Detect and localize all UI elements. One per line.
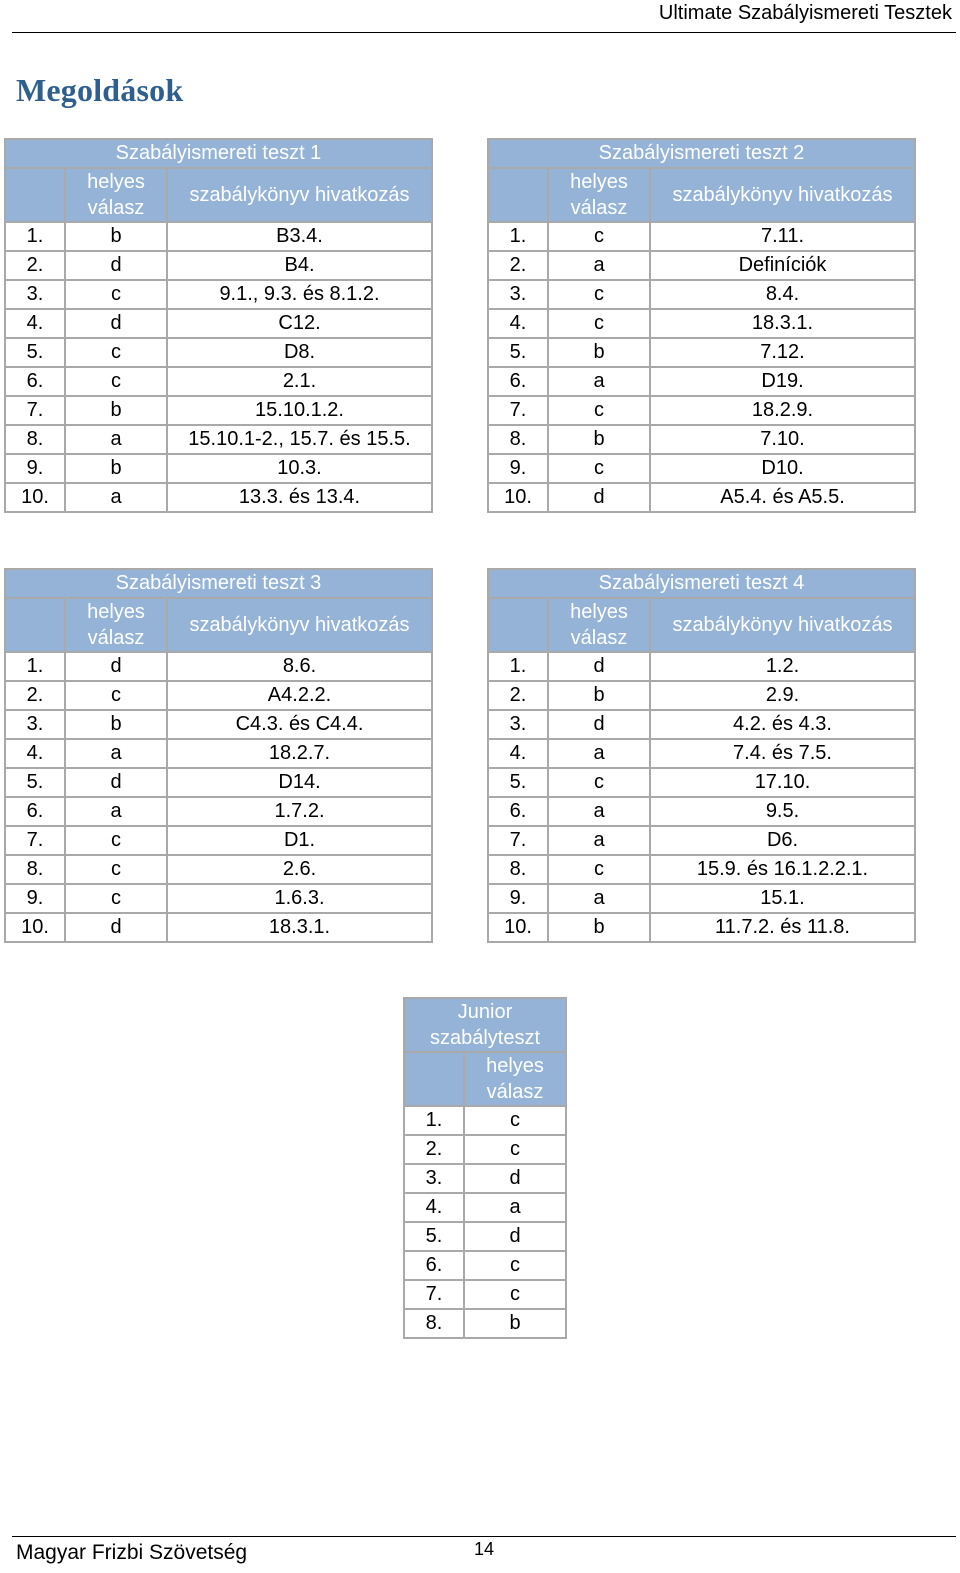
question-number: 6. xyxy=(5,367,65,396)
question-number: 6. xyxy=(5,797,65,826)
answer-cell: d xyxy=(548,652,650,681)
question-number: 7. xyxy=(5,826,65,855)
table-row xyxy=(5,826,432,855)
table-row xyxy=(5,855,432,884)
table-row xyxy=(488,483,915,512)
question-number: 9. xyxy=(488,454,548,483)
answer-cell: c xyxy=(65,884,167,913)
answer-column-header: helyes válasz xyxy=(548,598,650,652)
question-number: 6. xyxy=(404,1251,464,1280)
answer-cell: b xyxy=(65,396,167,425)
answer-cell: b xyxy=(464,1309,566,1338)
answer-cell: c xyxy=(548,855,650,884)
reference-cell: C4.3. és C4.4. xyxy=(167,710,432,739)
table-row xyxy=(488,251,915,280)
table-row xyxy=(488,454,915,483)
answer-cell: d xyxy=(464,1222,566,1251)
answer-cell: c xyxy=(548,280,650,309)
table-title: Szabályismereti teszt 1 xyxy=(5,139,432,168)
empty-header-cell xyxy=(488,168,548,222)
reference-cell: D19. xyxy=(650,367,915,396)
table-title: Szabályismereti teszt 4 xyxy=(488,569,915,598)
table-row xyxy=(404,1106,566,1135)
answer-cell: b xyxy=(548,338,650,367)
question-number: 1. xyxy=(5,652,65,681)
table-row xyxy=(488,768,915,797)
question-number: 1. xyxy=(488,222,548,251)
reference-cell: 7.11. xyxy=(650,222,915,251)
question-number: 6. xyxy=(488,367,548,396)
question-number: 4. xyxy=(404,1193,464,1222)
question-number: 10. xyxy=(5,913,65,942)
table-row xyxy=(5,251,432,280)
reference-cell: A5.4. és A5.5. xyxy=(650,483,915,512)
answer-cell: a xyxy=(464,1193,566,1222)
question-number: 10. xyxy=(488,913,548,942)
answer-cell: c xyxy=(65,681,167,710)
answer-table-test-4 xyxy=(487,568,916,943)
question-number: 7. xyxy=(488,826,548,855)
reference-cell: 1.7.2. xyxy=(167,797,432,826)
reference-cell: B3.4. xyxy=(167,222,432,251)
answer-cell: c xyxy=(548,222,650,251)
question-number: 8. xyxy=(404,1309,464,1338)
answer-cell: d xyxy=(65,913,167,942)
question-number: 5. xyxy=(5,768,65,797)
table-row xyxy=(488,396,915,425)
table-row xyxy=(5,913,432,942)
empty-header-cell xyxy=(5,598,65,652)
question-number: 3. xyxy=(404,1164,464,1193)
answer-cell: d xyxy=(65,652,167,681)
answer-cell: b xyxy=(548,425,650,454)
table-row xyxy=(5,652,432,681)
table-row xyxy=(488,739,915,768)
table-row xyxy=(488,797,915,826)
reference-column-header: szabálykönyv hivatkozás xyxy=(167,598,432,652)
reference-cell: 10.3. xyxy=(167,454,432,483)
question-number: 8. xyxy=(5,855,65,884)
table-row xyxy=(404,1309,566,1338)
question-number: 1. xyxy=(488,652,548,681)
question-number: 3. xyxy=(5,710,65,739)
reference-cell: 17.10. xyxy=(650,768,915,797)
reference-cell: 18.2.9. xyxy=(650,396,915,425)
question-number: 4. xyxy=(488,739,548,768)
reference-cell: 8.4. xyxy=(650,280,915,309)
question-number: 7. xyxy=(5,396,65,425)
question-number: 2. xyxy=(5,681,65,710)
reference-cell: D6. xyxy=(650,826,915,855)
reference-cell: 8.6. xyxy=(167,652,432,681)
question-number: 2. xyxy=(5,251,65,280)
table-row xyxy=(5,710,432,739)
question-number: 8. xyxy=(488,425,548,454)
table-row xyxy=(5,309,432,338)
reference-cell: 1.6.3. xyxy=(167,884,432,913)
answer-cell: c xyxy=(65,855,167,884)
reference-cell: A4.2.2. xyxy=(167,681,432,710)
reference-column-header: szabálykönyv hivatkozás xyxy=(650,598,915,652)
reference-cell: 7.12. xyxy=(650,338,915,367)
page-title: Megoldások xyxy=(16,72,184,108)
answer-table-test-3 xyxy=(4,568,433,943)
reference-cell: 1.2. xyxy=(650,652,915,681)
answer-cell: d xyxy=(65,768,167,797)
table-row xyxy=(488,913,915,942)
answer-cell: c xyxy=(65,367,167,396)
answer-column-header: helyes válasz xyxy=(548,168,650,222)
answer-cell: c xyxy=(548,768,650,797)
answer-column-header: helyes válasz xyxy=(65,598,167,652)
reference-cell: D14. xyxy=(167,768,432,797)
table-row xyxy=(5,739,432,768)
question-number: 9. xyxy=(488,884,548,913)
answer-cell: a xyxy=(548,826,650,855)
answer-cell: a xyxy=(65,797,167,826)
table-row xyxy=(488,309,915,338)
table-row xyxy=(404,1135,566,1164)
answer-cell: c xyxy=(548,454,650,483)
reference-cell: 18.2.7. xyxy=(167,739,432,768)
reference-cell: 11.7.2. és 11.8. xyxy=(650,913,915,942)
table-title: Szabályismereti teszt 2 xyxy=(488,139,915,168)
answer-cell: a xyxy=(548,367,650,396)
answer-cell: c xyxy=(548,309,650,338)
table-row xyxy=(5,396,432,425)
reference-cell: 13.3. és 13.4. xyxy=(167,483,432,512)
table-row xyxy=(5,454,432,483)
answer-cell: c xyxy=(65,338,167,367)
question-number: 9. xyxy=(5,884,65,913)
question-number: 8. xyxy=(5,425,65,454)
header-title: Ultimate Szabályismereti Tesztek xyxy=(658,2,952,24)
reference-cell: 15.10.1.2. xyxy=(167,396,432,425)
page-number: 14 xyxy=(474,1539,495,1559)
table-row xyxy=(5,483,432,512)
table-row xyxy=(488,338,915,367)
reference-cell: 15.10.1-2., 15.7. és 15.5. xyxy=(167,425,432,454)
question-number: 9. xyxy=(5,454,65,483)
table-row xyxy=(404,1280,566,1309)
question-number: 7. xyxy=(488,396,548,425)
answer-cell: c xyxy=(65,280,167,309)
empty-header-cell xyxy=(488,598,548,652)
table-row xyxy=(488,280,915,309)
answer-column-header: helyes válasz xyxy=(65,168,167,222)
answer-cell: d xyxy=(65,251,167,280)
answer-cell: a xyxy=(548,884,650,913)
answer-cell: d xyxy=(65,309,167,338)
table-title: Szabályismereti teszt 3 xyxy=(5,569,432,598)
table-row xyxy=(488,855,915,884)
table-row xyxy=(404,1164,566,1193)
answer-cell: c xyxy=(464,1135,566,1164)
table-row xyxy=(5,884,432,913)
table-row xyxy=(5,338,432,367)
question-number: 8. xyxy=(488,855,548,884)
answer-cell: c xyxy=(464,1251,566,1280)
table-row xyxy=(404,1193,566,1222)
answer-cell: b xyxy=(548,913,650,942)
reference-cell: Definíciók xyxy=(650,251,915,280)
answer-cell: a xyxy=(548,739,650,768)
table-row xyxy=(5,425,432,454)
reference-cell: D1. xyxy=(167,826,432,855)
reference-cell: 4.2. és 4.3. xyxy=(650,710,915,739)
question-number: 3. xyxy=(5,280,65,309)
answer-cell: a xyxy=(548,251,650,280)
answer-cell: c xyxy=(65,826,167,855)
table-row xyxy=(5,681,432,710)
reference-cell: 18.3.1. xyxy=(650,309,915,338)
answer-cell: a xyxy=(65,483,167,512)
answer-cell: b xyxy=(65,454,167,483)
table-row xyxy=(488,425,915,454)
reference-cell: C12. xyxy=(167,309,432,338)
empty-header-cell xyxy=(5,168,65,222)
question-number: 2. xyxy=(488,251,548,280)
table-row xyxy=(488,367,915,396)
page-header xyxy=(12,0,956,33)
reference-cell: B4. xyxy=(167,251,432,280)
reference-cell: 7.10. xyxy=(650,425,915,454)
question-number: 5. xyxy=(488,768,548,797)
question-number: 1. xyxy=(5,222,65,251)
answer-cell: b xyxy=(548,681,650,710)
table-row xyxy=(488,826,915,855)
answer-cell: a xyxy=(65,739,167,768)
answer-cell: c xyxy=(464,1106,566,1135)
table-row xyxy=(5,222,432,251)
question-number: 5. xyxy=(488,338,548,367)
question-number: 5. xyxy=(404,1222,464,1251)
question-number: 1. xyxy=(404,1106,464,1135)
answer-column-header: helyes válasz xyxy=(464,1052,566,1106)
question-number: 2. xyxy=(404,1135,464,1164)
reference-cell: 9.5. xyxy=(650,797,915,826)
reference-cell: 2.1. xyxy=(167,367,432,396)
table-row xyxy=(5,768,432,797)
reference-cell: 18.3.1. xyxy=(167,913,432,942)
question-number: 7. xyxy=(404,1280,464,1309)
footer-organization: Magyar Frizbi Szövetség xyxy=(16,1541,248,1564)
reference-column-header: szabálykönyv hivatkozás xyxy=(167,168,432,222)
table-row xyxy=(404,1222,566,1251)
question-number: 6. xyxy=(488,797,548,826)
reference-cell: 15.1. xyxy=(650,884,915,913)
answer-cell: c xyxy=(548,396,650,425)
answer-cell: a xyxy=(65,425,167,454)
table-row xyxy=(5,280,432,309)
answer-cell: d xyxy=(464,1164,566,1193)
answer-table-test-1 xyxy=(4,138,433,513)
answer-table-test-2 xyxy=(487,138,916,513)
table-row xyxy=(488,884,915,913)
page-footer xyxy=(12,1536,956,1573)
answer-cell: d xyxy=(548,483,650,512)
table-row xyxy=(404,1251,566,1280)
question-number: 3. xyxy=(488,280,548,309)
answer-cell: c xyxy=(464,1280,566,1309)
answer-cell: a xyxy=(548,797,650,826)
question-number: 5. xyxy=(5,338,65,367)
question-number: 10. xyxy=(488,483,548,512)
table-row xyxy=(5,367,432,396)
reference-column-header: szabálykönyv hivatkozás xyxy=(650,168,915,222)
table-row xyxy=(488,222,915,251)
answer-cell: d xyxy=(548,710,650,739)
question-number: 3. xyxy=(488,710,548,739)
table-row xyxy=(488,681,915,710)
reference-cell: 15.9. és 16.1.2.2.1. xyxy=(650,855,915,884)
question-number: 2. xyxy=(488,681,548,710)
table-row xyxy=(5,797,432,826)
reference-cell: 7.4. és 7.5. xyxy=(650,739,915,768)
reference-cell: D8. xyxy=(167,338,432,367)
table-row xyxy=(488,652,915,681)
reference-cell: 2.9. xyxy=(650,681,915,710)
answer-cell: b xyxy=(65,222,167,251)
question-number: 4. xyxy=(488,309,548,338)
question-number: 4. xyxy=(5,309,65,338)
question-number: 4. xyxy=(5,739,65,768)
answer-table-junior xyxy=(403,997,567,1339)
answer-cell: b xyxy=(65,710,167,739)
reference-cell: D10. xyxy=(650,454,915,483)
reference-cell: 9.1., 9.3. és 8.1.2. xyxy=(167,280,432,309)
empty-header-cell xyxy=(404,1052,464,1106)
reference-cell: 2.6. xyxy=(167,855,432,884)
table-title: Junior szabályteszt xyxy=(404,998,566,1052)
question-number: 10. xyxy=(5,483,65,512)
table-row xyxy=(488,710,915,739)
